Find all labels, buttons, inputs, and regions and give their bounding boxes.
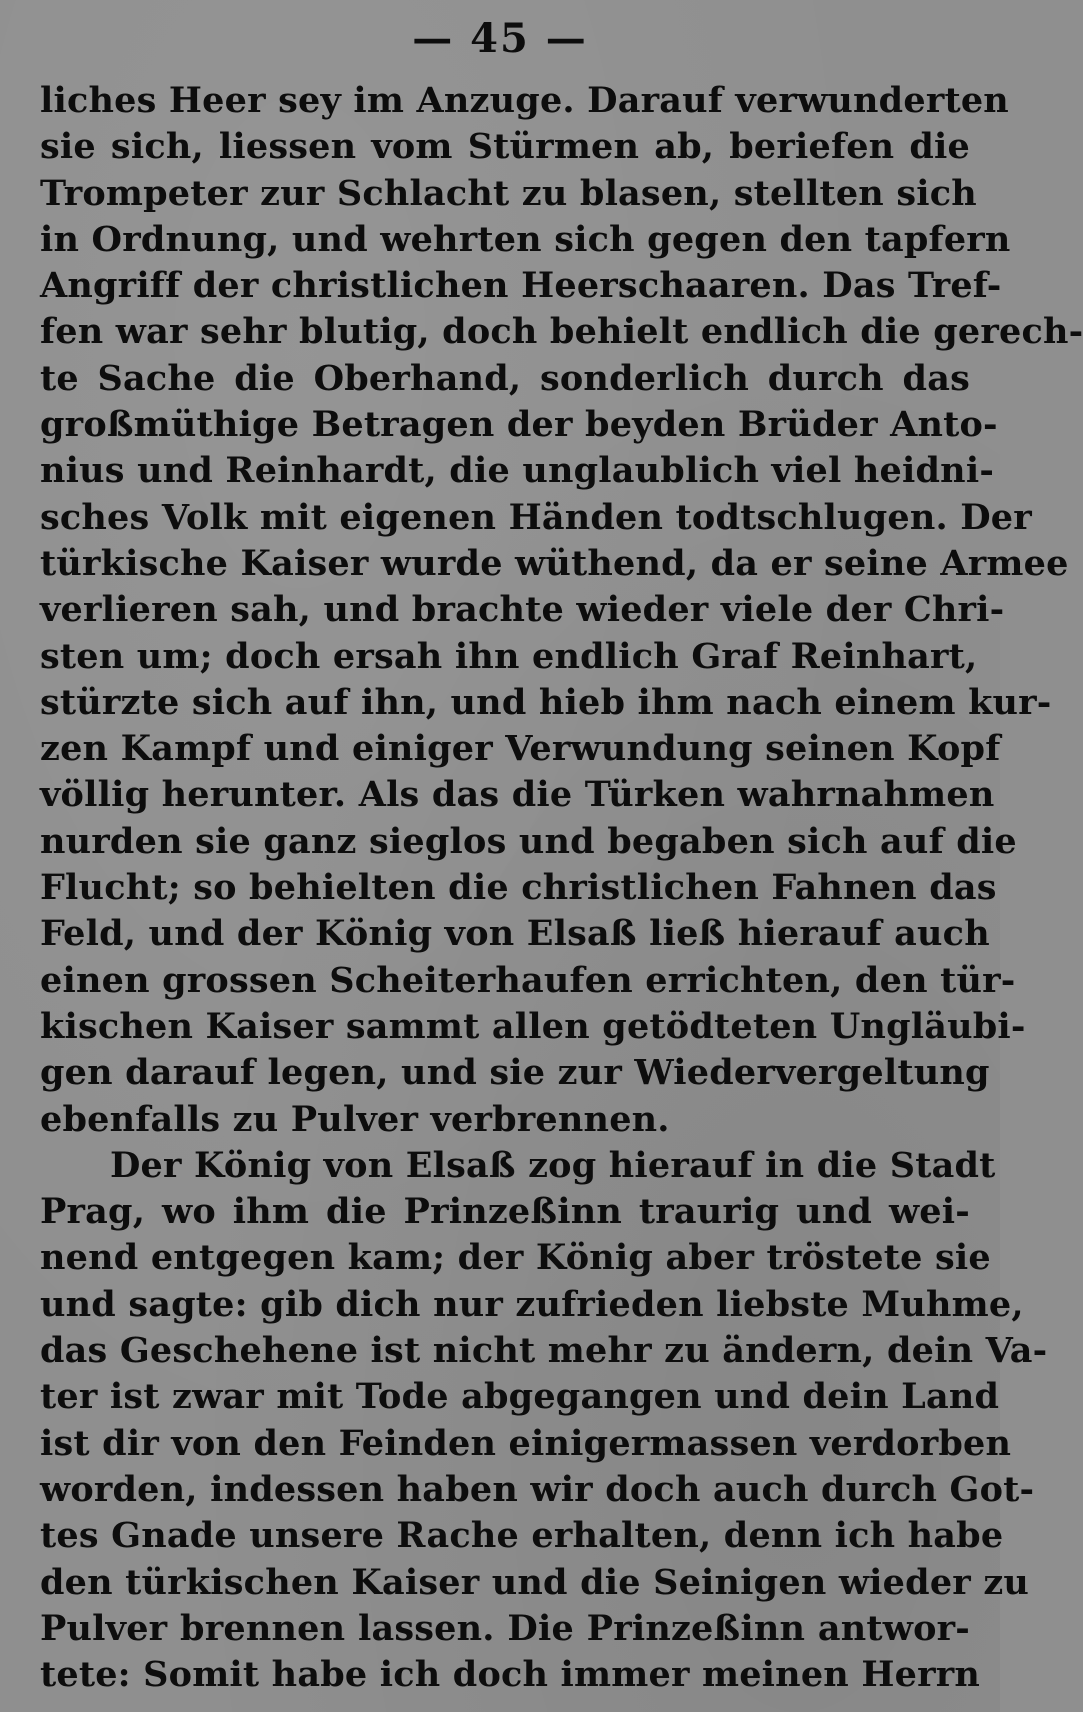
text-line: Pulver brennen lassen. Die Prinzeßinn antwor- [40,1607,970,1649]
text-line: fen war sehr blutig, doch behielt endlich die gerech- [40,311,1083,353]
text-line: und sagte: gib dich nur zufrieden liebste Muhme, [40,1283,1024,1325]
text-line: nius und Reinhardt, die unglaublich viel heidni- [40,450,995,492]
text-line: Angriff der christlichen Heerschaaren. Das Tref- [40,265,1002,307]
text-line: stürzte sich auf ihn, und hieb ihm nach einem kur- [40,681,1052,723]
paragraph-start-line: Der König von Elsaß zog hierauf in die Stadt [110,1144,996,1186]
text-line: sten um; doch ersah ihn endlich Graf Reinhart, [40,635,978,677]
text-line: nend entgegen kam; der König aber tröstete sie [40,1237,991,1279]
text-line: ter ist zwar mit Tode abgegangen und dein Land [40,1376,1000,1418]
text-line: in Ordnung, und wehrten sich gegen den tapfern [40,218,1011,260]
text-line: liches Heer sey im Anzuge. Darauf verwunderten [40,80,1009,121]
text-line: Trompeter zur Schlacht zu blasen, stellten sich [40,172,977,214]
text-line: worden, indessen haben wir doch auch durch Got- [40,1468,1035,1510]
text-line: sches Volk mit eigenen Händen todtschlugen. Der [40,496,1032,538]
text-line: nurden sie ganz sieglos und begaben sich auf die [40,820,1017,862]
text-line: Flucht; so behielten die christlichen Fahnen das [40,867,997,909]
text-line: verlieren sah, und brachte wieder viele der Chri- [40,589,1005,631]
text-line: tes Gnade unsere Rache erhalten, denn ich habe [40,1515,1004,1557]
text-line: Prag, wo ihm die Prinzeßinn traurig und wei- [40,1191,970,1233]
body-text [40,78,1083,1698]
text-line: te Sache die Oberhand, sonderlich durch das [40,357,970,399]
page-number: — 45 — [412,15,588,62]
text-line: zen Kampf und einiger Verwundung seinen Kopf [40,728,1001,770]
text-line: den türkischen Kaiser und die Seinigen wieder zu [40,1561,1030,1603]
text-line: ist dir von den Feinden einigermassen verdorben [40,1422,1012,1464]
text-line: tete: Somit habe ich doch immer meinen Herrn [40,1654,980,1696]
text-line: gen darauf legen, und sie zur Wiedervergeltung [40,1052,990,1094]
text-line: sie sich, liessen vom Stürmen ab, beriefen die [40,126,970,168]
text-line: das Geschehene ist nicht mehr zu ändern, dein Va- [40,1330,1048,1372]
text-line: Feld, und der König von Elsaß ließ hierauf auch [40,913,990,955]
text-line: großmüthige Betragen der beyden Brüder Anto- [40,404,998,446]
paragraph-end-line: ebenfalls zu Pulver verbrennen. [40,1098,670,1140]
text-line: türkische Kaiser wurde wüthend, da er seine Armee [40,542,1069,584]
text-line: kischen Kaiser sammt allen getödteten Ungläubi- [40,1005,1026,1047]
text-line: völlig herunter. Als das die Türken wahrnahmen [40,774,995,816]
text-line: einen grossen Scheiterhaufen errichten, den tür- [40,959,1016,1001]
